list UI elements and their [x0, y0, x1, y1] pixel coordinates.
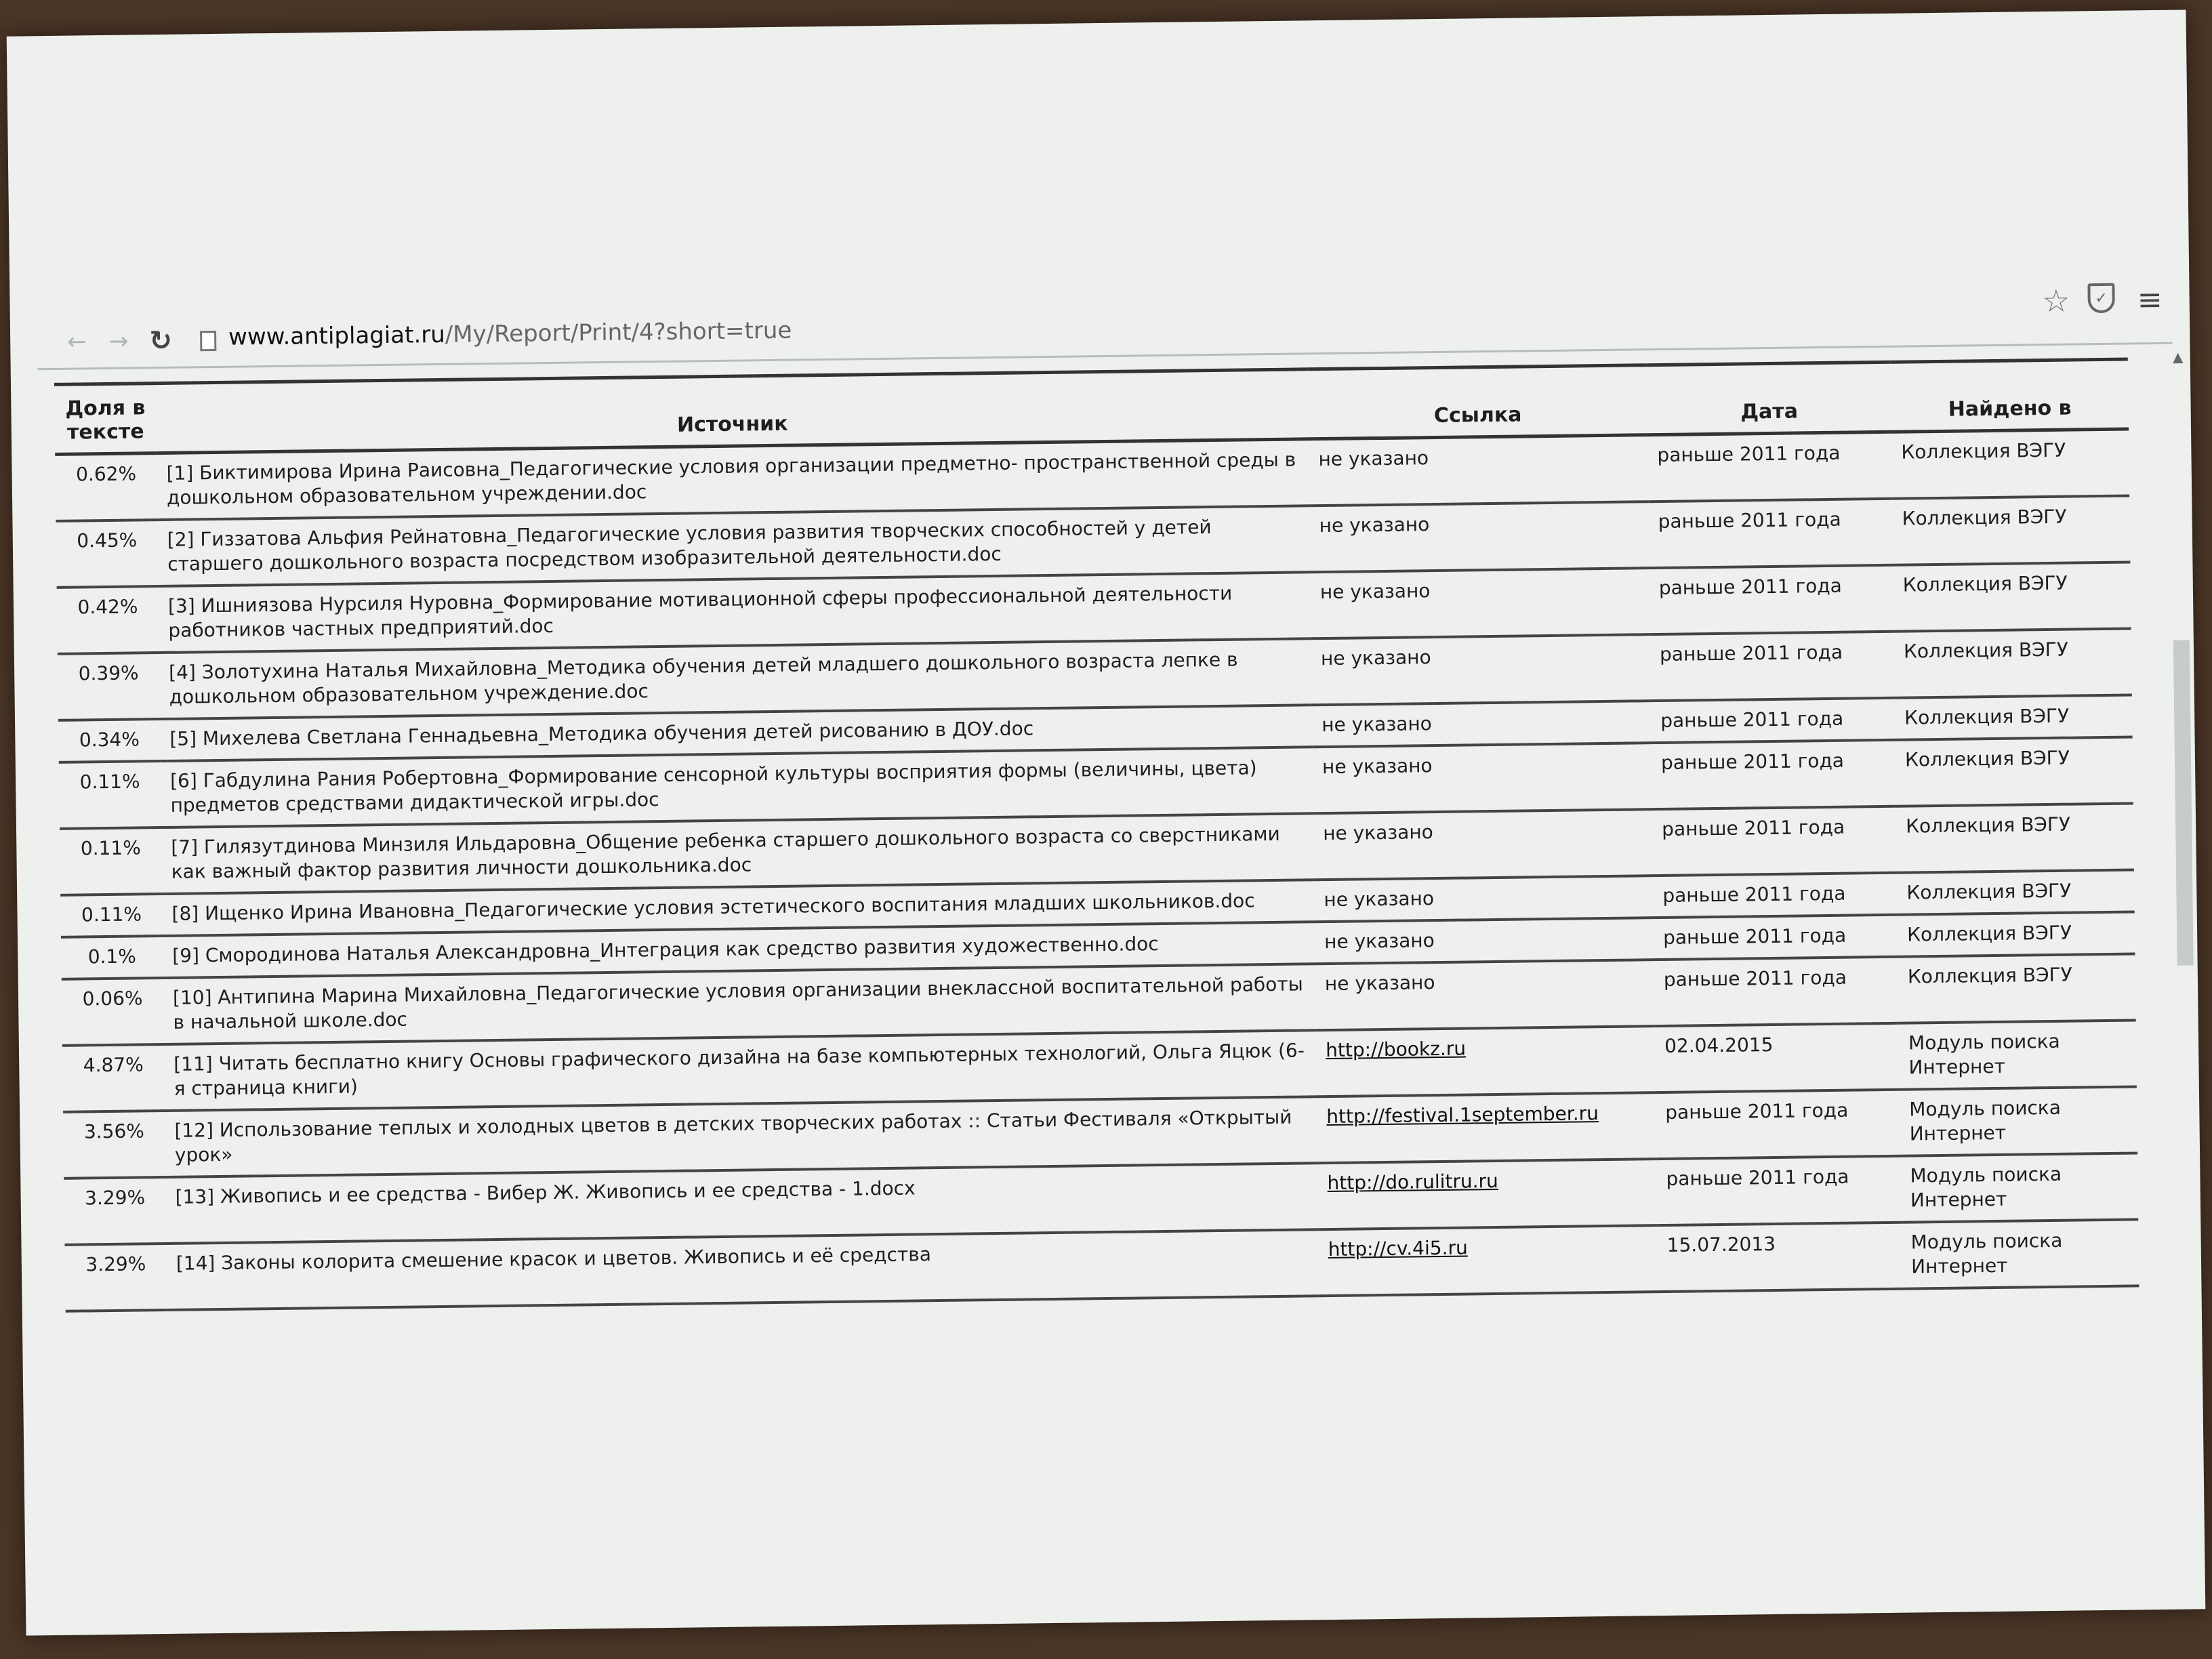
date-cell: раньше 2011 года [1656, 1156, 1901, 1225]
found-in-cell: Коллекция ВЭГУ [1892, 496, 2130, 565]
date-cell: раньше 2011 года [1656, 1090, 1900, 1159]
date-cell: раньше 2011 года [1648, 499, 1893, 568]
found-in-cell: Коллекция ВЭГУ [1895, 695, 2133, 739]
shield-icon[interactable]: ✓ [2087, 283, 2115, 313]
found-in-cell: Коллекция ВЭГУ [1896, 737, 2133, 806]
date-cell: раньше 2011 года [1650, 632, 1895, 701]
found-in-cell: Коллекция ВЭГУ [1898, 912, 2135, 956]
browser-toolbar [37, 281, 2173, 370]
link-cell: не указано [1312, 701, 1652, 747]
url-host: www.antiplagiat.ru [228, 321, 446, 351]
share-cell: 3.56% [63, 1111, 165, 1179]
share-cell: 0.1% [61, 936, 163, 979]
sources-table [54, 358, 2139, 1313]
link-cell: не указано [1315, 960, 1655, 1030]
back-arrow-icon[interactable]: ← [66, 328, 87, 356]
date-cell: раньше 2011 года [1647, 432, 1892, 501]
link-cell [1316, 1026, 1656, 1097]
scroll-up-arrow-icon[interactable]: ▲ [2172, 348, 2184, 365]
found-in-cell: Коллекция ВЭГУ [1897, 869, 2135, 914]
header-link: Ссылка [1308, 365, 1647, 439]
source-cell: [6] Габдулина Рания Робертовна_Формирование сенсорной культуры восприятия формы (величины, цвета) предметов средствами дидактической игры.doc [161, 747, 1313, 827]
source-cell: [4] Золотухина Наталья Михайловна_Методика обучения детей младшего дошкольного возраста лепке в дошкольном образовательном учреждение.doc [159, 638, 1312, 719]
menu-icon[interactable]: ≡ [2137, 282, 2163, 318]
date-cell: 15.07.2013 [1657, 1223, 1902, 1292]
source-link[interactable]: http://do.rulitru.ru [1327, 1169, 1499, 1195]
found-in-cell: Модуль поиска Интернет [1899, 1020, 2137, 1089]
date-cell: раньше 2011 года [1654, 915, 1898, 960]
date-cell: раньше 2011 года [1653, 873, 1898, 918]
share-cell: 0.62% [55, 453, 157, 521]
link-cell: не указано [1309, 435, 1648, 506]
url-path: /My/Report/Print/4?short=true [445, 316, 792, 348]
share-cell: 3.29% [64, 1177, 166, 1245]
link-cell: не указано [1315, 918, 1654, 964]
link-cell: не указано [1313, 809, 1653, 880]
source-cell: [12] Использование теплых и холодных цветов в детских творческих работах :: Статьи Фестиваля «Открытый урок» [165, 1097, 1317, 1177]
source-cell: [11] Читать бесплатно книгу Основы графического дизайна на базе компьютерных технологий, Ольга Яцюк (6-я страница книги) [164, 1030, 1317, 1111]
date-cell: раньше 2011 года [1652, 806, 1897, 876]
header-found-in: Найдено в [1891, 359, 2129, 432]
source-link[interactable]: http://festival.1september.ru [1326, 1102, 1599, 1128]
link-cell: не указано [1311, 568, 1650, 638]
share-cell: 0.11% [60, 827, 162, 895]
link-cell: не указано [1309, 501, 1649, 572]
source-link[interactable]: http://bookz.ru [1325, 1037, 1467, 1062]
share-cell: 0.34% [58, 719, 161, 762]
share-cell: 0.11% [59, 761, 161, 829]
scroll-thumb[interactable] [2173, 640, 2194, 965]
share-cell: 0.11% [60, 894, 163, 937]
found-in-cell: Модуль поиска Интернет [1901, 1219, 2139, 1288]
scrollbar[interactable] [2170, 348, 2194, 1026]
link-cell [1317, 1092, 1656, 1163]
link-cell: не указано [1314, 876, 1654, 922]
source-cell: [10] Антипина Марина Михайловна_Педагогические условия организации внеклассной воспитательной работы в начальной школе.doc [163, 964, 1316, 1044]
link-cell [1318, 1225, 1658, 1296]
source-cell: [3] Ишниязова Нурсиля Нуровна_Формирование мотивационной сферы профессиональной деятельности работников частных предприятий.doc [159, 572, 1311, 653]
share-cell: 0.06% [62, 978, 164, 1046]
found-in-cell: Модуль поиска Интернет [1900, 1153, 2138, 1222]
share-cell: 3.29% [64, 1244, 167, 1311]
link-cell: не указано [1311, 634, 1651, 705]
share-cell: 4.87% [62, 1044, 165, 1112]
printed-page [7, 9, 2206, 1635]
header-share: Доля в тексте [54, 384, 157, 455]
bookmark-star-icon[interactable]: ☆ [2042, 282, 2071, 320]
found-in-cell: Коллекция ВЭГУ [1894, 628, 2132, 697]
source-link[interactable]: http://cv.4i5.ru [1328, 1236, 1468, 1261]
found-in-cell: Коллекция ВЭГУ [1896, 803, 2134, 872]
found-in-cell: Коллекция ВЭГУ [1891, 429, 2129, 499]
share-cell: 0.42% [57, 586, 159, 654]
share-cell: 0.39% [58, 653, 160, 720]
source-cell: [9] Смородинова Наталья Александровна_Интеграция как средство развития художественно.doc [163, 922, 1315, 978]
source-cell: [5] Михелева Светлана Геннадьевна_Методика обучения детей рисованию в ДОУ.doc [160, 705, 1313, 761]
found-in-cell: Модуль поиска Интернет [1900, 1086, 2137, 1155]
source-cell: [8] Ищенко Ирина Ивановна_Педагогические условия эстетического воспитания младших школьников.doc [162, 880, 1315, 936]
date-cell: раньше 2011 года [1652, 740, 1896, 809]
header-source: Источник [156, 369, 1309, 453]
share-cell: 0.45% [56, 520, 158, 588]
date-cell: раньше 2011 года [1649, 565, 1893, 634]
found-in-cell: Коллекция ВЭГУ [1898, 954, 2136, 1023]
header-date: Дата [1647, 362, 1891, 434]
date-cell: раньше 2011 года [1651, 698, 1896, 743]
address-bar[interactable] [228, 317, 792, 351]
found-in-cell: Коллекция ВЭГУ [1893, 562, 2131, 632]
page-icon [200, 331, 216, 351]
source-cell: [14] Законы колорита смешение красок и цветов. Живопись и её средства [166, 1229, 1319, 1310]
date-cell: раньше 2011 года [1654, 957, 1899, 1026]
source-cell: [2] Гиззатова Альфия Рейнатовна_Педагогические условия развития творческих способностей у детей старшего дошкольного возраста посредством изобразительной деятельности.doc [157, 506, 1310, 586]
date-cell: 02.04.2015 [1655, 1023, 1900, 1092]
source-cell: [7] Гилязутдинова Минзиля Ильдаровна_Общение ребенка старшего дошкольного возраста со сверстниками как важный фактор развития личности дошкольника.doc [161, 813, 1314, 894]
forward-arrow-icon[interactable]: → [108, 327, 129, 355]
link-cell [1317, 1159, 1657, 1229]
source-cell: [13] Живопись и ее средства - Вибер Ж. Живопись и ее средства - 1.docx [165, 1163, 1318, 1244]
source-cell: [1] Биктимирова Ирина Раисовна_Педагогические условия организации предметно- пространственной среды в дошкольном образовательном учреждении.doc [157, 439, 1309, 520]
reload-icon[interactable]: ↻ [149, 325, 173, 357]
link-cell: не указано [1313, 743, 1652, 813]
